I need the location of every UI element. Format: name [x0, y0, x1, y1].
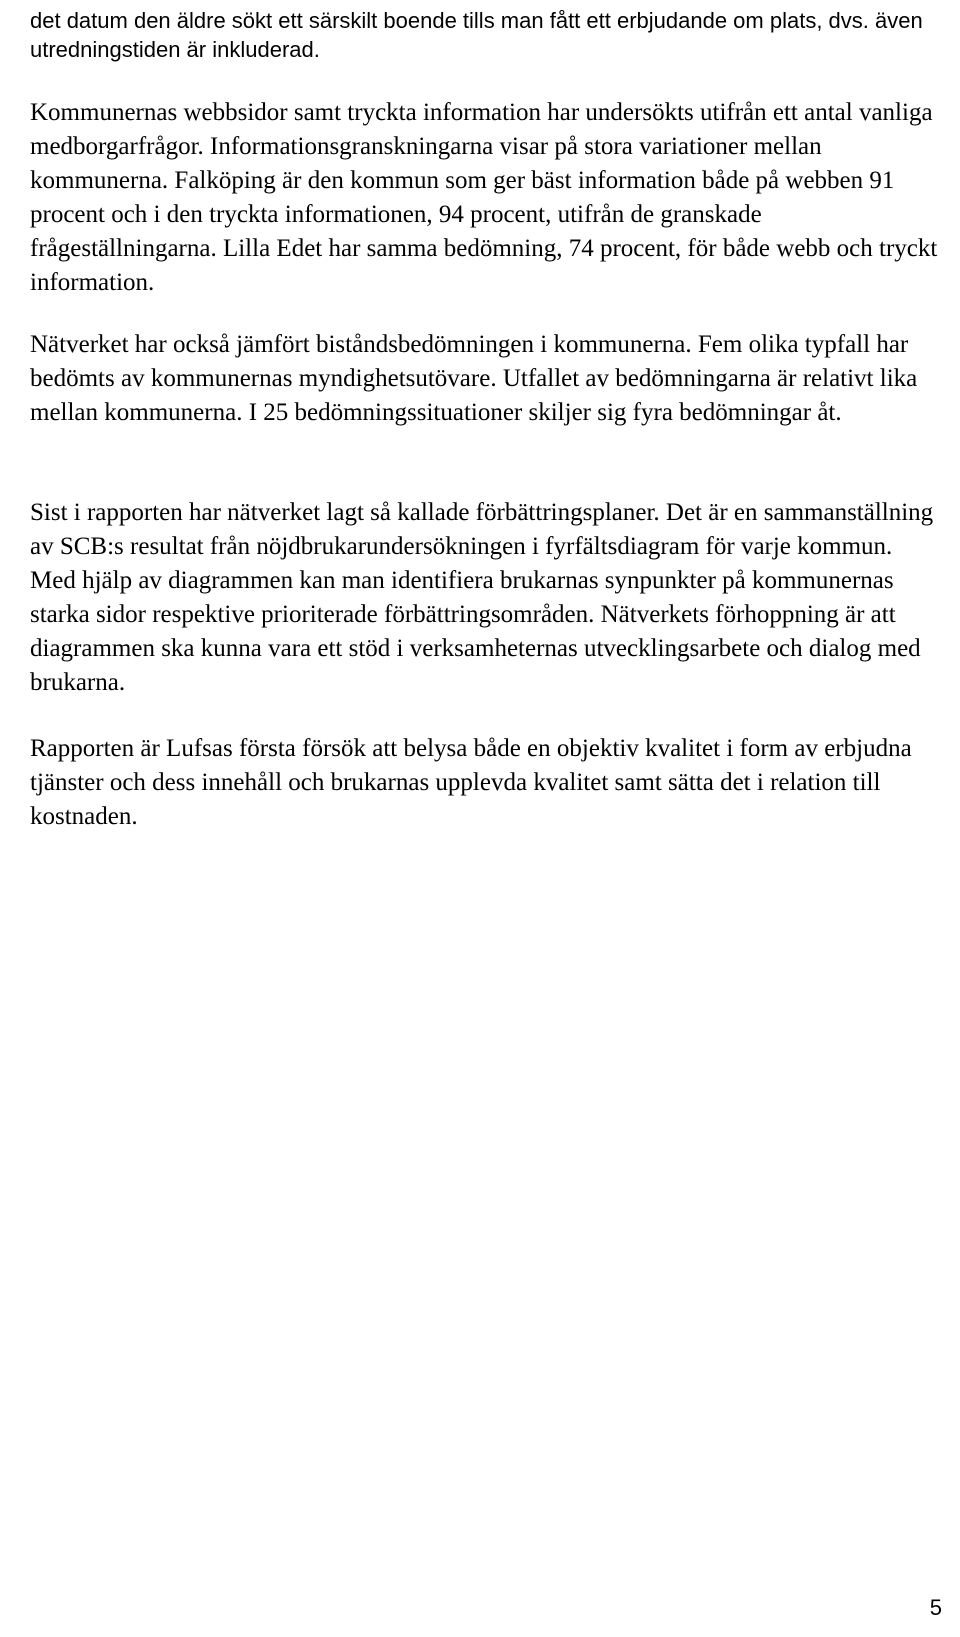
page-number: 5	[929, 1595, 942, 1620]
paragraph-1: det datum den äldre sökt ett särskilt boende tills man fått ett erbjudande om plats, dvs. även utredningstiden är inkluderad.	[30, 8, 923, 62]
paragraph-5: Rapporten är Lufsas första försök att belysa både en objektiv kvalitet i form av erbjudna tjänster och dess innehåll och brukarnas upplevda kvalitet samt sätta det i relation till kostnaden.	[30, 735, 912, 830]
paragraph-4: Sist i rapporten har nätverket lagt så kallade förbättringsplaner. Det är en sammanställning av SCB:s resultat från nöjdbrukarundersökningen i fyrfältsdiagram för varje kommun. Med hjälp av diagrammen kan man identifiera brukarnas synpunkter på kommunernas starka sidor respektive prioriterade förbättringsområden. Nätverkets förhoppning är att diagrammen ska kunna vara ett stöd i verksamheternas utvecklingsarbete och dialog med brukarna.	[30, 499, 934, 696]
paragraph-3: Nätverket har också jämfört biståndsbedömningen i kommunerna. Fem olika typfall har bedömts av kommunernas myndighetsutövare. Utfallet av bedömningarna är relativt lika mellan kommunerna. I 25 bedömningssituationer skiljer sig fyra bedömningar åt.	[30, 331, 918, 426]
paragraph-2: Kommunernas webbsidor samt tryckta information har undersökts utifrån ett antal vanliga medborgarfrågor. Informationsgranskningarna visar på stora variationer mellan kommunerna. Falköping är den kommun som ger bäst information både på webben 91 procent och i den tryckta informationen, 94 procent, utifrån de granskade frågeställningarna. Lilla Edet har samma bedömning, 74 procent, för både webb och tryckt information.	[30, 99, 938, 296]
